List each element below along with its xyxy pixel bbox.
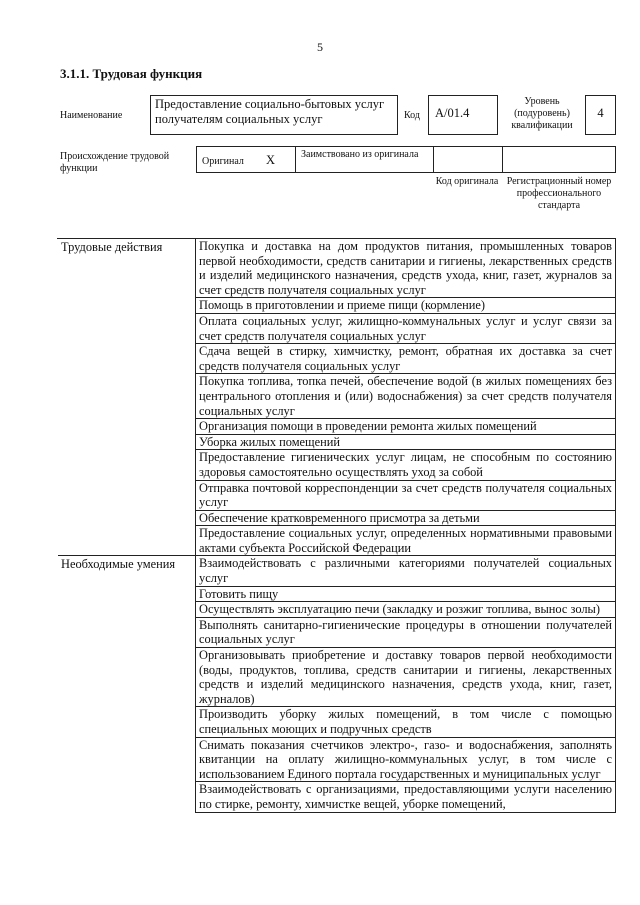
- list-item: Предоставление гигиенических услуг лицам, не способным по состоянию здоровья самостоятельно осуществлять уход за собой: [196, 450, 616, 480]
- list-item: Обеспечение кратковременного присмотра за детьми: [196, 510, 616, 526]
- list-item: Взаимодействовать с организациями, предоставляющими услуги населению по стирке, ремонту, химчистке вещей, уборке помещений,: [196, 782, 616, 812]
- function-name-value: Предоставление социально-бытовых услуг получателям социальных услуг: [155, 97, 385, 126]
- list-item: Уборка жилых помещений: [196, 434, 616, 450]
- list-item: Выполнять санитарно-гигиенические процедуры в отношении получателей социальных услуг: [196, 617, 616, 647]
- list-item: Сдача вещей в стирку, химчистку, ремонт, обратная их доставка за счет средств получателя социальных услуг: [196, 344, 616, 374]
- labor-function-table: [57, 238, 616, 813]
- list-item: Покупка топлива, топка печей, обеспечение водой (в жилых помещениях без центрального отопления и (или) водоснабжения) за счет средств получателя социальных услуг: [196, 374, 616, 419]
- list-item: Оплата социальных услуг, жилищно-коммунальных услуг и услуг связи за счет средств получателя социальных услуг: [196, 313, 616, 343]
- code-value: A/01.4: [435, 106, 470, 120]
- code-box: [428, 95, 498, 135]
- list-item: Взаимодействовать с различными категориями получателей социальных услуг: [196, 556, 616, 586]
- section-title: 3.1.1. Трудовая функция: [60, 66, 203, 81]
- level-label: Уровень (подуровень) квалификации: [511, 96, 573, 131]
- list-item: Помощь в приготовлении и приеме пищи (кормление): [196, 298, 616, 314]
- section-label: Необходимые умения: [58, 556, 196, 812]
- level-value: 4: [597, 106, 604, 120]
- list-item: Отправка почтовой корреспонденции за счет средств получателя социальных услуг: [196, 480, 616, 510]
- origin-divider: [433, 147, 434, 172]
- origin-divider: [502, 147, 503, 172]
- list-item: Осуществлять эксплуатацию печи (закладку и розжиг топлива, вынос золы): [196, 602, 616, 618]
- table-row: [58, 556, 616, 586]
- list-item: Покупка и доставка на дом продуктов питания, промышленных товаров первой необходимости, средств санитарии и гигиены, лекарственных средств и изделий медицинского назначения, средств ухода, книг, газет, журналов за счет средств получателя социальных услуг: [196, 239, 616, 298]
- code-caption: Код оригинала: [435, 176, 499, 187]
- name-label: Наименование: [60, 110, 123, 121]
- original-label: Оригинал: [202, 156, 244, 167]
- origin-label: Происхождение трудовой функции: [60, 151, 170, 174]
- level-box: [585, 95, 616, 135]
- original-mark: X: [266, 153, 276, 167]
- reg-caption: Регистрационный номер профессионального стандарта: [506, 176, 612, 211]
- list-item: Организация помощи в проведении ремонта жилых помещений: [196, 419, 616, 435]
- list-item: Снимать показания счетчиков электро-, газо- и водоснабжения, заполнять квитанции на оплату жилищно-коммунальных услуг, в том числе с использованием Единого портала государственных и муниципальных услуг: [196, 737, 616, 782]
- borrowed-label: Заимствовано из оригинала: [301, 149, 419, 160]
- origin-row: [196, 146, 616, 173]
- list-item: Организовывать приобретение и доставку товаров первой необходимости (воды, продуктов, топлива, средств санитарии и гигиены, лекарственных средств и изделий медицинского назначения, средств ухода, книг, газет, журналов): [196, 648, 616, 707]
- page-number: 5: [317, 40, 323, 54]
- origin-divider: [295, 147, 296, 172]
- list-item: Готовить пищу: [196, 586, 616, 602]
- table-row: [58, 239, 616, 298]
- function-name-box: [150, 95, 398, 135]
- section-label: Трудовые действия: [58, 239, 196, 556]
- list-item: Предоставление социальных услуг, определенных нормативными правовыми актами субъекта Российской Федерации: [196, 526, 616, 556]
- code-label: Код: [404, 110, 420, 121]
- list-item: Производить уборку жилых помещений, в том числе с помощью специальных моющих и подручных средств: [196, 707, 616, 737]
